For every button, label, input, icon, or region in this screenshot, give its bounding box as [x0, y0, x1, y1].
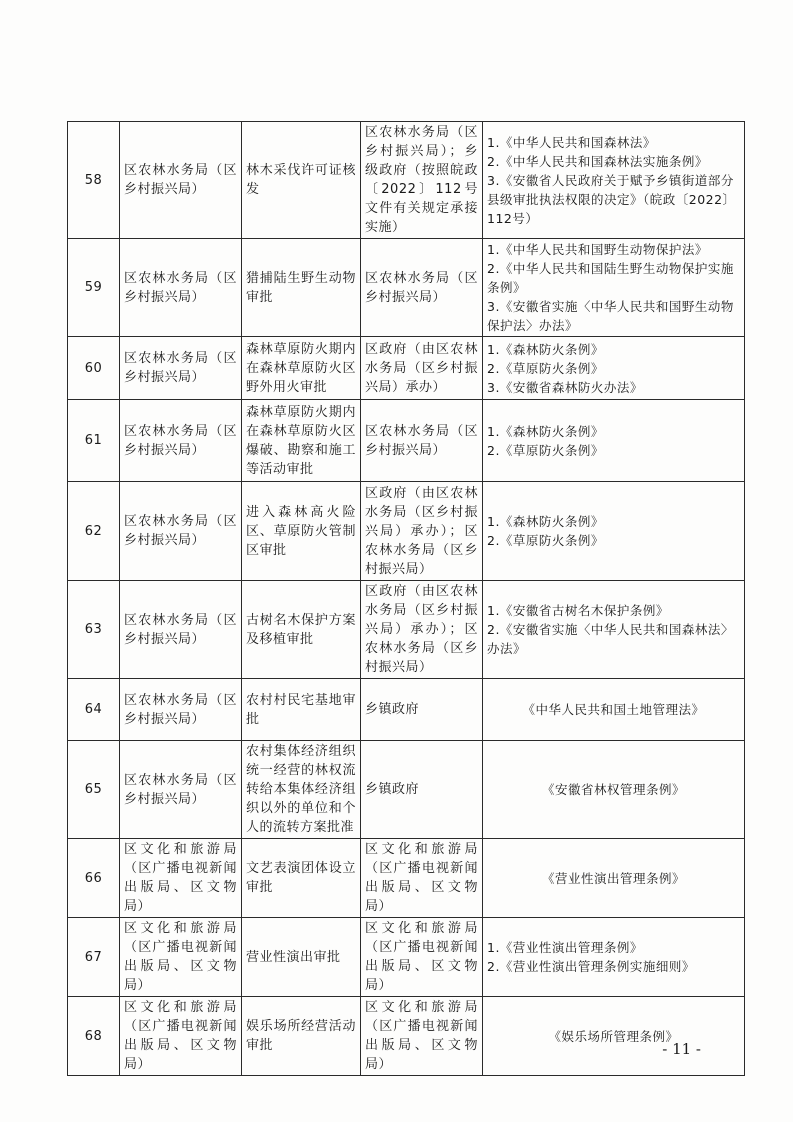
implementing-body-cell: 区政府（由区农林水务局（区乡村振兴局）承办）；区农林水务局（区乡村振兴局） — [361, 482, 483, 581]
table-row — [68, 997, 745, 1076]
row-number: 61 — [68, 400, 120, 482]
legal-basis-line: 3.《安徽省人民政府关于赋予乡镇街道部分县级审批执法权限的决定》（皖政〔2022〕112号） — [487, 172, 736, 226]
row-number: 65 — [68, 741, 120, 839]
item-cell: 林木采伐许可证核发 — [242, 122, 361, 239]
legal-basis-line: 1.《森林防火条例》 — [487, 514, 604, 529]
legal-basis-line: 1.《森林防火条例》 — [487, 423, 604, 439]
row-number: 58 — [68, 122, 120, 239]
item-cell: 猎捕陆生野生动物审批 — [242, 239, 361, 337]
item-cell: 娱乐场所经营活动审批 — [242, 997, 361, 1076]
department-cell: 区文化和旅游局（区广播电视新闻出版局、区文物局） — [120, 997, 242, 1076]
implementing-body-cell: 区文化和旅游局（区广播电视新闻出版局、区文物局） — [361, 839, 483, 918]
legal-basis-cell — [483, 997, 745, 1076]
legal-basis-cell — [483, 581, 745, 679]
implementing-body-cell: 区农林水务局（区乡村振兴局） — [361, 239, 483, 337]
table-row — [68, 239, 745, 337]
implementing-body-cell: 区农林水务局（区乡村振兴局）；乡级政府（按照皖政〔2022〕112号文件有关规定承接实施） — [361, 122, 483, 239]
implementing-body-cell: 区农林水务局（区乡村振兴局） — [361, 400, 483, 482]
table-row — [68, 400, 745, 482]
legal-basis-line: 1.《安徽省古树名木保护条例》 — [487, 603, 669, 618]
row-number: 66 — [68, 839, 120, 918]
table-row — [68, 679, 745, 741]
department-cell: 区农林水务局（区乡村振兴局） — [120, 581, 242, 679]
legal-basis-cell — [483, 839, 745, 918]
department-cell: 区文化和旅游局（区广播电视新闻出版局、区文物局） — [120, 918, 242, 997]
item-cell: 森林草原防火期内在森林草原防火区爆破、勘察和施工等活动审批 — [242, 400, 361, 482]
department-cell: 区农林水务局（区乡村振兴局） — [120, 482, 242, 581]
legal-basis-cell — [483, 239, 745, 337]
item-cell: 农村村民宅基地审批 — [242, 679, 361, 741]
implementing-body-cell: 区文化和旅游局（区广播电视新闻出版局、区文物局） — [361, 918, 483, 997]
row-number: 67 — [68, 918, 120, 997]
legal-basis-line: 2.《中华人民共和国森林法实施条例》 — [487, 153, 708, 169]
item-cell: 进入森林高火险区、草原防火管制区审批 — [242, 482, 361, 581]
implementing-body-cell: 区文化和旅游局（区广播电视新闻出版局、区文物局） — [361, 997, 483, 1076]
legal-basis-line: 《中华人民共和国土地管理法》 — [522, 702, 705, 717]
legal-basis-cell — [483, 337, 745, 400]
item-cell: 营业性演出审批 — [242, 918, 361, 997]
legal-basis-line: 2.《中华人民共和国陆生野生动物保护实施条例》 — [487, 261, 734, 295]
legal-basis-line: 1.《营业性演出管理条例》 — [487, 940, 643, 955]
department-cell: 区农林水务局（区乡村振兴局） — [120, 400, 242, 482]
implementing-body-cell: 乡镇政府 — [361, 741, 483, 839]
legal-basis-cell — [483, 741, 745, 839]
legal-basis-line: 2.《营业性演出管理条例实施细则》 — [487, 959, 695, 974]
legal-basis-cell — [483, 122, 745, 239]
legal-basis-line: 3.《安徽省森林防火办法》 — [487, 379, 643, 395]
page-number: - 11 - — [662, 1040, 701, 1058]
row-number: 59 — [68, 239, 120, 337]
table-row — [68, 482, 745, 581]
item-cell: 森林草原防火期内在森林草原防火区野外用火审批 — [242, 337, 361, 400]
legal-basis-line: 《娱乐场所管理条例》 — [548, 1028, 679, 1044]
legal-basis-cell — [483, 679, 745, 741]
row-number: 60 — [68, 337, 120, 400]
department-cell: 区农林水务局（区乡村振兴局） — [120, 741, 242, 839]
row-number: 64 — [68, 679, 120, 741]
table-row — [68, 741, 745, 839]
department-cell: 区文化和旅游局（区广播电视新闻出版局、区文物局） — [120, 839, 242, 918]
table-row — [68, 839, 745, 918]
implementing-body-cell: 乡镇政府 — [361, 679, 483, 741]
implementing-body-cell: 区政府（由区农林水务局（区乡村振兴局）承办） — [361, 337, 483, 400]
legal-basis-cell — [483, 918, 745, 997]
legal-basis-line: 2.《草原防火条例》 — [487, 533, 604, 548]
item-cell: 农村集体经济组织统一经营的林权流转给本集体经济组织以外的单位和个人的流转方案批准 — [242, 741, 361, 839]
row-number: 68 — [68, 997, 120, 1076]
row-number: 63 — [68, 581, 120, 679]
implementing-body-cell: 区政府（由区农林水务局（区乡村振兴局）承办）；区农林水务局（区乡村振兴局） — [361, 581, 483, 679]
table-row — [68, 122, 745, 239]
legal-basis-line: 1.《中华人民共和国野生动物保护法》 — [487, 242, 708, 257]
legal-basis-line: 1.《森林防火条例》 — [487, 341, 604, 357]
legal-basis-line: 2.《安徽省实施〈中华人民共和国森林法〉办法》 — [487, 622, 734, 656]
legal-basis-line: 2.《草原防火条例》 — [487, 442, 604, 458]
legal-basis-line: 《安徽省林权管理条例》 — [541, 782, 685, 797]
item-cell: 文艺表演团体设立审批 — [242, 839, 361, 918]
table-row — [68, 918, 745, 997]
item-cell: 古树名木保护方案及移植审批 — [242, 581, 361, 679]
row-number: 62 — [68, 482, 120, 581]
department-cell: 区农林水务局（区乡村振兴局） — [120, 239, 242, 337]
legal-basis-line: 3.《安徽省实施〈中华人民共和国野生动物保护法〉办法》 — [487, 299, 734, 333]
department-cell: 区农林水务局（区乡村振兴局） — [120, 122, 242, 239]
legal-basis-line: 《营业性演出管理条例》 — [541, 870, 685, 886]
legal-basis-cell — [483, 482, 745, 581]
department-cell: 区农林水务局（区乡村振兴局） — [120, 679, 242, 741]
table-body — [68, 122, 745, 1076]
approval-items-table — [67, 121, 745, 1076]
table-row — [68, 337, 745, 400]
table-row — [68, 581, 745, 679]
legal-basis-cell — [483, 400, 745, 482]
legal-basis-line: 2.《草原防火条例》 — [487, 360, 604, 376]
department-cell: 区农林水务局（区乡村振兴局） — [120, 337, 242, 400]
legal-basis-line: 1.《中华人民共和国森林法》 — [487, 134, 656, 150]
